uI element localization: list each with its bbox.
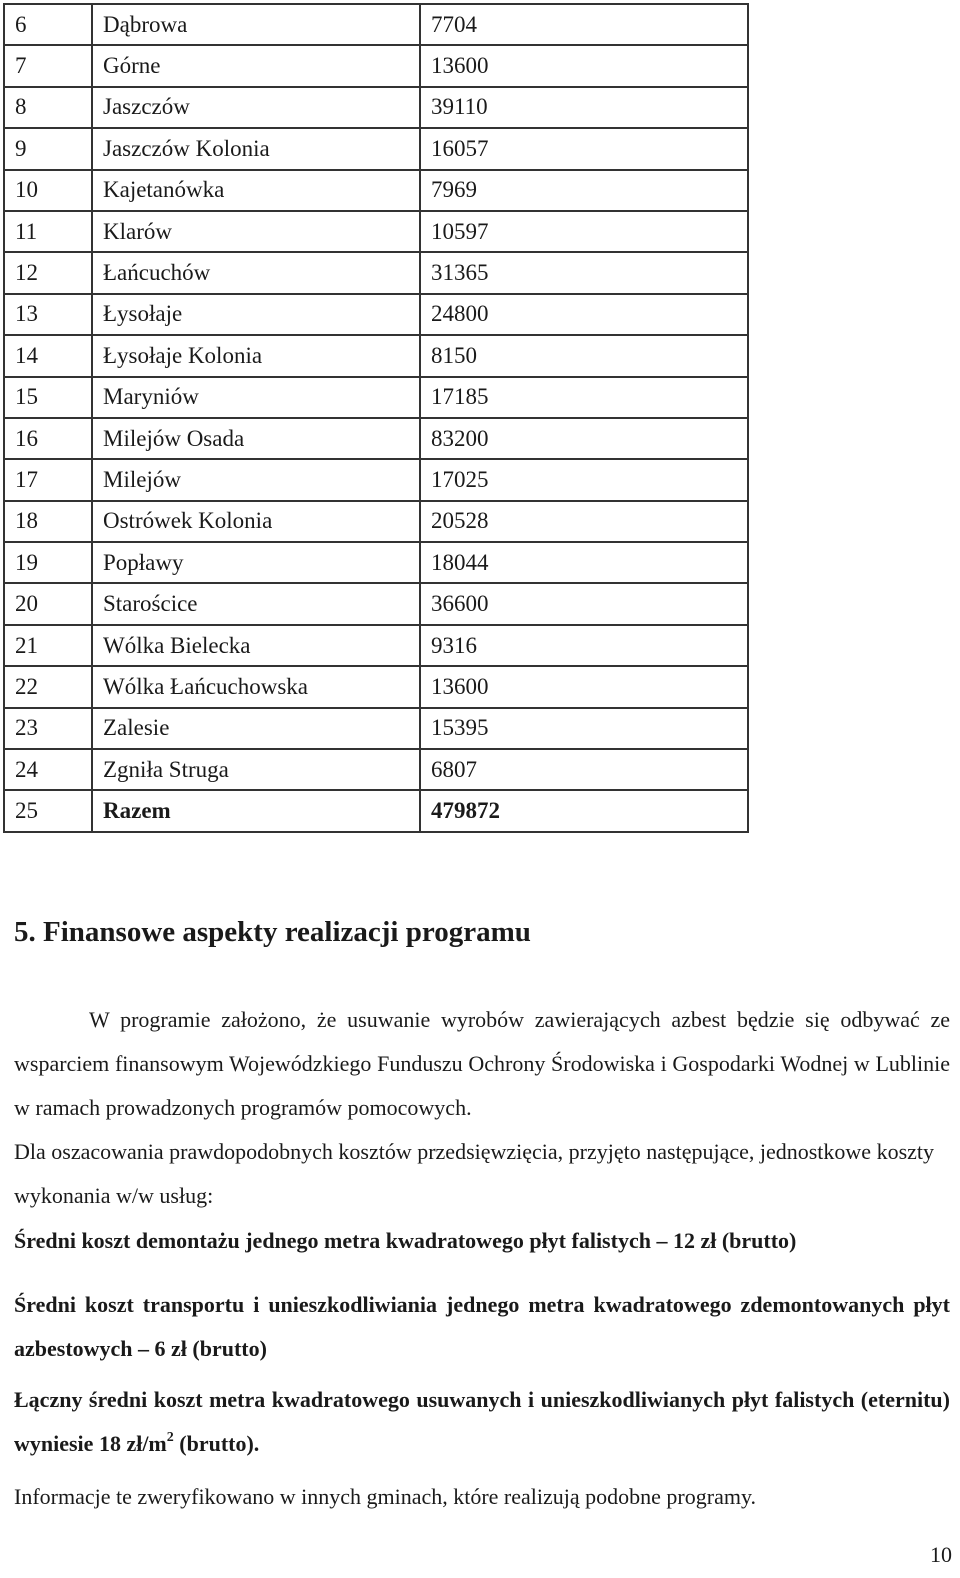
locality-cell: Ostrówek Kolonia [92, 501, 420, 542]
locality-cell: Maryniów [92, 377, 420, 418]
section-heading: 5. Finansowe aspekty realizacji programu [14, 916, 531, 948]
locality-cell: Kajetanówka [92, 170, 420, 211]
row-number-cell: 21 [4, 625, 92, 666]
area-value-cell: 36600 [420, 583, 748, 624]
table-row [4, 335, 748, 376]
row-number-cell: 8 [4, 87, 92, 128]
table-row [4, 45, 748, 86]
table-total-row [4, 790, 748, 831]
area-value-cell: 13600 [420, 666, 748, 707]
table-row [4, 170, 748, 211]
cost-total-text: Łączny średni koszt metra kwadratowego usuwanych i unieszkodliwianych płyt falistych (eternitu) wyniesie 18 zł/m [14, 1387, 950, 1456]
table-row [4, 128, 748, 169]
gminy-table-container [3, 3, 749, 833]
table-row [4, 542, 748, 583]
area-value-cell: 24800 [420, 294, 748, 335]
row-number-cell: 24 [4, 749, 92, 790]
row-number-cell: 10 [4, 170, 92, 211]
locality-cell: Klarów [92, 211, 420, 252]
cost-total-suffix: (brutto). [173, 1431, 260, 1456]
locality-cell: Jaszczów Kolonia [92, 128, 420, 169]
row-number-cell: 17 [4, 459, 92, 500]
area-value-cell: 18044 [420, 542, 748, 583]
area-value-cell: 17185 [420, 377, 748, 418]
table-row [4, 294, 748, 335]
area-value-cell: 13600 [420, 45, 748, 86]
table-row [4, 87, 748, 128]
row-number-cell: 23 [4, 708, 92, 749]
paragraph-cost-intro: Dla oszacowania prawdopodobnych kosztów przedsięwzięcia, przyjęto następujące, jednostkowe koszty wykonania w/w usług: [14, 1139, 935, 1208]
table-row [4, 708, 748, 749]
page-number: 10 [930, 1542, 952, 1567]
locality-cell: Starościce [92, 583, 420, 624]
area-value-cell: 479872 [420, 790, 748, 831]
area-value-cell: 16057 [420, 128, 748, 169]
locality-cell: Wólka Łańcuchowska [92, 666, 420, 707]
locality-cell: Dąbrowa [92, 4, 420, 45]
row-number-cell: 15 [4, 377, 92, 418]
area-value-cell: 31365 [420, 252, 748, 293]
table-row [4, 501, 748, 542]
cost-total-superscript: 2 [166, 1430, 174, 1445]
locality-cell: Jaszczów [92, 87, 420, 128]
locality-cell: Milejów Osada [92, 418, 420, 459]
row-number-cell: 9 [4, 128, 92, 169]
cost-transport: Średni koszt transportu i unieszkodliwiania jednego metra kwadratowego zdemontowanych płyt azbestowych – 6 zł (brutto) [14, 1292, 950, 1361]
area-value-cell: 7704 [420, 4, 748, 45]
locality-cell: Popławy [92, 542, 420, 583]
locality-cell: Górne [92, 45, 420, 86]
locality-cell: Łysołaje Kolonia [92, 335, 420, 376]
table-row [4, 749, 748, 790]
row-number-cell: 13 [4, 294, 92, 335]
table-row [4, 459, 748, 500]
row-number-cell: 6 [4, 4, 92, 45]
table-row [4, 418, 748, 459]
locality-cell: Łysołaje [92, 294, 420, 335]
table-row [4, 583, 748, 624]
paragraph-verification: Informacje te zweryfikowano w innych gminach, które realizują podobne programy. [14, 1484, 757, 1509]
area-value-cell: 9316 [420, 625, 748, 666]
locality-cell: Zgniła Struga [92, 749, 420, 790]
area-value-cell: 8150 [420, 335, 748, 376]
table-row [4, 4, 748, 45]
cost-dismantling: Średni koszt demontażu jednego metra kwadratowego płyt falistych – 12 zł (brutto) [14, 1228, 797, 1253]
row-number-cell: 16 [4, 418, 92, 459]
locality-cell: Milejów [92, 459, 420, 500]
locality-cell: Łańcuchów [92, 252, 420, 293]
area-value-cell: 39110 [420, 87, 748, 128]
row-number-cell: 11 [4, 211, 92, 252]
row-number-cell: 12 [4, 252, 92, 293]
table-row [4, 666, 748, 707]
row-number-cell: 14 [4, 335, 92, 376]
area-value-cell: 83200 [420, 418, 748, 459]
area-value-cell: 15395 [420, 708, 748, 749]
area-table-body [4, 4, 748, 832]
area-value-cell: 17025 [420, 459, 748, 500]
area-table [3, 3, 749, 833]
row-number-cell: 25 [4, 790, 92, 831]
table-row [4, 377, 748, 418]
cost-total [14, 1378, 950, 1466]
table-row [4, 252, 748, 293]
table-row [4, 625, 748, 666]
row-number-cell: 20 [4, 583, 92, 624]
area-value-cell: 6807 [420, 749, 748, 790]
table-row [4, 211, 748, 252]
area-value-cell: 10597 [420, 211, 748, 252]
row-number-cell: 22 [4, 666, 92, 707]
locality-cell: Razem [92, 790, 420, 831]
paragraph-funding: W programie założono, że usuwanie wyrobów zawierających azbest będzie się odbywać ze wsparciem finansowym Wojewódzkiego Funduszu Ochrony Środowiska i Gospodarki Wodnej w Lublinie w ramach prowadzonych programów pomocowych. [14, 1007, 950, 1120]
row-number-cell: 18 [4, 501, 92, 542]
row-number-cell: 7 [4, 45, 92, 86]
area-value-cell: 7969 [420, 170, 748, 211]
locality-cell: Zalesie [92, 708, 420, 749]
row-number-cell: 19 [4, 542, 92, 583]
locality-cell: Wólka Bielecka [92, 625, 420, 666]
area-value-cell: 20528 [420, 501, 748, 542]
